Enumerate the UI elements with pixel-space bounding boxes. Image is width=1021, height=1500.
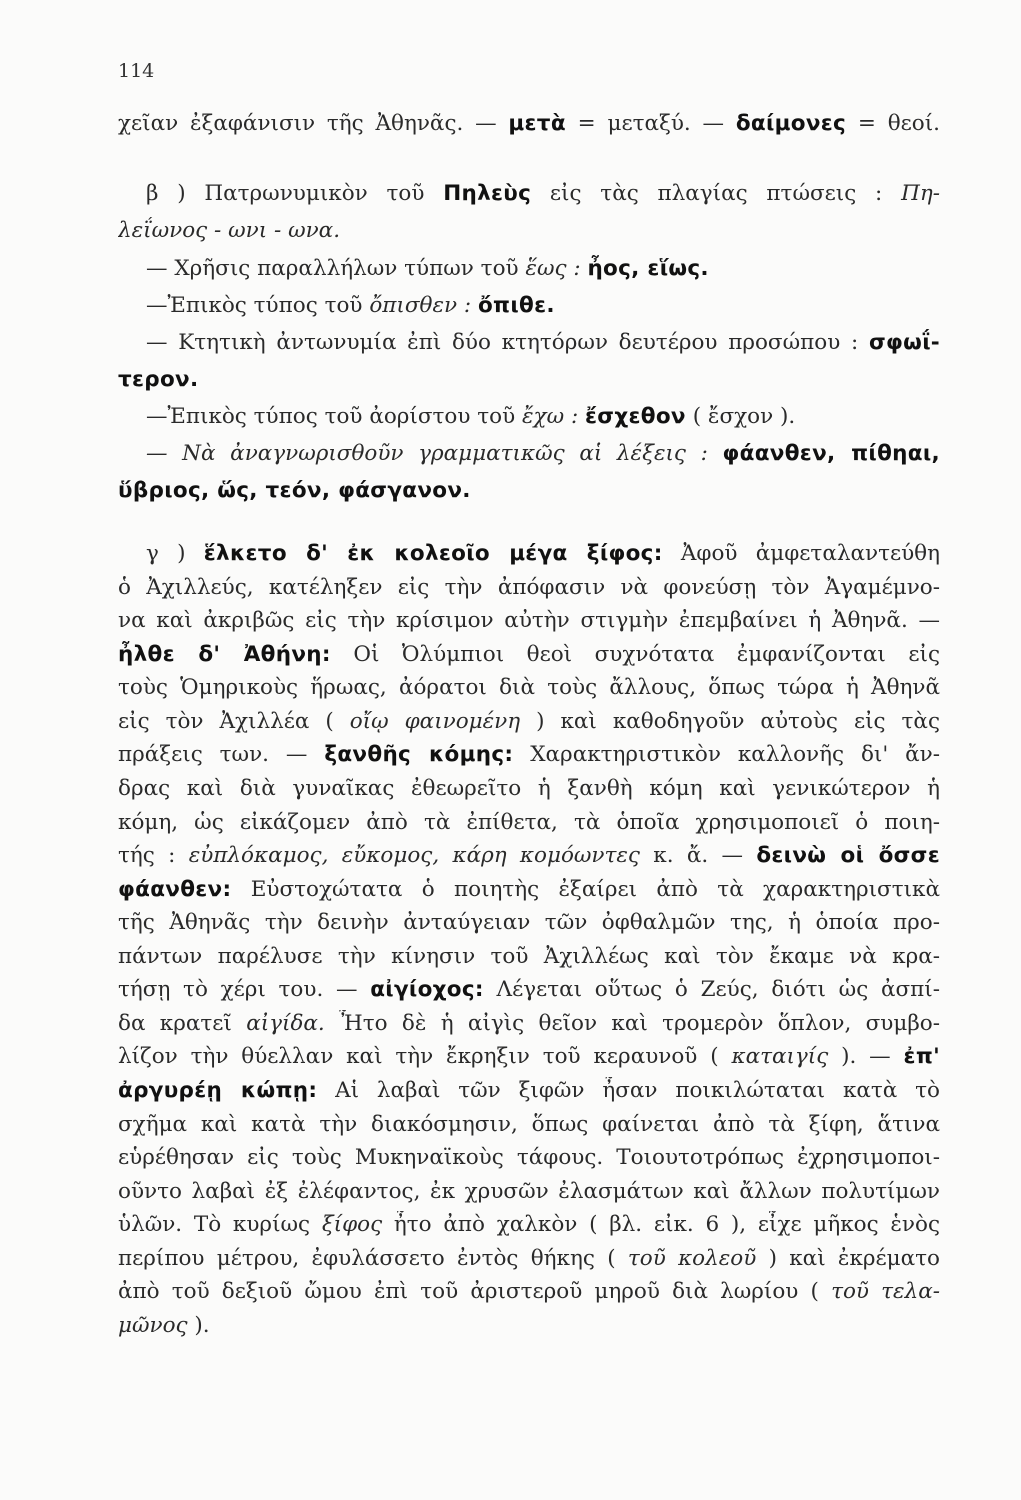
text-line (118, 1245, 940, 1273)
text-run: Λέγεται οὕτως ὁ Ζεύς, διότι ὡς ἀσπί- (483, 977, 940, 1002)
bold-term: σφωΐ- (868, 330, 940, 355)
text-line (118, 1178, 940, 1206)
italic-text: αἰγίδα. (246, 1011, 325, 1036)
bold-term: τερον. (118, 367, 199, 392)
text-run: κ. ἄ. — (639, 843, 757, 868)
bold-term: ἦλθε δ' Ἀθήνη: (118, 642, 331, 667)
bold-term: ἐπ' (903, 1044, 940, 1069)
text-run: = μεταξύ. — (565, 111, 736, 136)
text-line (118, 809, 940, 837)
bold-term: αἰγίοχος: (370, 977, 484, 1002)
italic-text: ἕως : (525, 256, 588, 281)
text-run: γ ) (146, 541, 204, 566)
text-run: — Χρῆσις παραλλήλων τύπων τοῦ (146, 256, 526, 281)
text-line (118, 1043, 940, 1071)
text-run: πράξεις των. — (118, 742, 325, 767)
text-line (118, 1111, 940, 1139)
text-run: να καὶ ἀκριβῶς εἰς τὴν κρίσιμον αὐτὴν στιγμὴν ἐπεμβαίνει ἡ Ἀθηνᾶ. — (118, 608, 940, 633)
italic-text: ἔχω : (522, 404, 586, 429)
text-line (118, 1144, 940, 1172)
text-run: β ) Πατρωνυμικὸν τοῦ (146, 181, 444, 206)
bold-term: ἕλκετο δ' ἐκ κολεοῖο μέγα ξίφος: (203, 541, 663, 566)
text-run: τοὺς Ὁμηρικοὺς ἥρωας, ἀόρατοι διὰ τοὺς ἄλλους, ὅπως τώρα ἡ Ἀθηνᾶ (118, 675, 940, 700)
text-line (118, 1211, 940, 1239)
text-run: —Ἐπικὸς τύπος τοῦ ἀορίστου τοῦ (146, 404, 523, 429)
bold-term: ἀργυρέῃ κώπῃ: (118, 1078, 318, 1103)
text-line (118, 909, 940, 937)
text-run: ἀπὸ τοῦ δεξιοῦ ὤμου ἐπὶ τοῦ ἀριστεροῦ μηροῦ διὰ λωρίου ( (118, 1279, 832, 1304)
text-run: λίζον τὴν θύελλαν καὶ τὴν ἔκρηξιν τοῦ κεραυνοῦ ( (118, 1044, 732, 1069)
bold-term: φάανθεν: (118, 877, 232, 902)
italic-text: εὐπλόκαμος, εὔκομος, κάρη κομόωντες (188, 843, 640, 868)
italic-text: οἴῳ φαινομένη (349, 709, 521, 734)
text-line (118, 217, 940, 245)
italic-text: ξίφος (321, 1212, 383, 1237)
text-run: ( ἔσχον ). (685, 404, 796, 429)
text-run: ). (187, 1313, 210, 1338)
text-run: ) καὶ καθοδηγοῦν αὐτοὺς εἰς τὰς (520, 709, 940, 734)
text-line (118, 440, 940, 468)
italic-text: τοῦ κολεοῦ (627, 1246, 757, 1271)
text-run: ). — (828, 1044, 904, 1069)
page-number: 114 (118, 60, 155, 82)
text-run: = θεοί. (846, 111, 940, 136)
text-run: —Ἐπικὸς τύπος τοῦ (146, 293, 370, 318)
text-line (118, 708, 940, 736)
text-run: σχῆμα καὶ κατὰ τὴν διακόσμησιν, ὅπως φαίνεται ἀπὸ τὰ ξίφη, ἅτινα (118, 1112, 940, 1137)
text-run: — Κτητικὴ ἀντωνυμία ἐπὶ δύο κτητόρων δευτέρου προσώπου : (146, 330, 869, 355)
text-run: ἦτο ἀπὸ χαλκὸν ( βλ. εἰκ. 6 ), εἶχε μῆκος ἑνὸς (382, 1212, 940, 1237)
italic-text: λεΐωνος - ωνι - ωνα. (118, 218, 341, 243)
text-run: δα κρατεῖ (118, 1011, 247, 1036)
text-line (118, 943, 940, 971)
text-line (118, 574, 940, 602)
text-run: εὑρέθησαν εἰς τοὺς Μυκηναϊκοὺς τάφους. Τοιουτοτρόπως ἐχρησιμοποι- (118, 1145, 940, 1170)
text-run: Αἱ λαβαὶ τῶν ξιφῶν ἦσαν ποικιλώταται κατὰ τὸ (317, 1078, 940, 1103)
text-run: οῦντο λαβαὶ ἐξ ἐλέφαντος, ἐκ χρυσῶν ἐλασμάτων καὶ ἄλλων πολυτίμων (118, 1179, 940, 1204)
text-line (118, 1312, 940, 1340)
text-line (118, 255, 940, 283)
text-run: τήσῃ τὸ χέρι του. — (118, 977, 371, 1002)
text-run: ὑλῶν. Τὸ κυρίως (118, 1212, 322, 1237)
text-run: κόμη, ὡς εἰκάζομεν ἀπὸ τὰ ἐπίθετα, τὰ ὁποῖα χρησιμοποιεῖ ὁ ποιη- (118, 810, 940, 835)
italic-text: καταιγίς (731, 1044, 829, 1069)
bold-term: φάανθεν, πίθηαι, (722, 441, 940, 466)
bold-term: ξανθῆς κόμης: (324, 742, 514, 767)
text-run: ὁ Ἀχιλλεύς, κατέληξεν εἰς τὴν ἀπόφασιν νὰ φονεύσῃ τὸν Ἀγαμέμνο- (118, 575, 940, 600)
text-line (118, 180, 940, 208)
text-line (118, 976, 940, 1004)
text-line (118, 741, 940, 769)
text-line (118, 403, 940, 431)
bold-term: ἦος, εἵως. (587, 256, 709, 281)
text-line (118, 1010, 940, 1038)
italic-text: — Νὰ ἀναγνωρισθοῦν γραμματικῶς αἱ λέξεις : (146, 441, 723, 466)
text-line (118, 540, 940, 568)
text-line (118, 292, 940, 320)
text-run: τής : (118, 843, 189, 868)
text-run: Χαρακτηριστικὸν καλλονῆς δι' ἄν- (513, 742, 940, 767)
text-line (118, 366, 940, 394)
text-run: ) καὶ ἐκρέματο (756, 1246, 940, 1271)
text-run: δρας καὶ διὰ γυναῖκας ἐθεωρεῖτο ἡ ξανθὴ κόμη καὶ γενικώτερον ἡ (118, 776, 940, 801)
bold-term: δαίμονες (735, 111, 847, 136)
text-line (118, 1278, 940, 1306)
text-run: εἰς τὰς πλαγίας πτώσεις : (531, 181, 902, 206)
bold-term: ὕβριος, ὥς, τεόν, φάσγανον. (118, 478, 471, 503)
bold-term: Πηλεὺς (443, 181, 532, 206)
text-run: τῆς Ἀθηνᾶς τὴν δεινὴν ἀνταύγειαν τῶν ὀφθαλμῶν της, ἡ ὁποία προ- (118, 910, 940, 935)
text-line (118, 607, 940, 635)
italic-text: τοῦ τελα- (831, 1279, 940, 1304)
italic-text: ὄπισθεν : (369, 293, 478, 318)
text-run: πάντων παρέλυσε τὴν κίνησιν τοῦ Ἀχιλλέως καὶ τὸν ἔκαμε νὰ κρα- (118, 944, 940, 969)
italic-text: Πη- (901, 181, 940, 206)
text-line (118, 477, 940, 505)
bold-term: δεινὼ οἱ ὄσσε (756, 843, 940, 868)
text-run: Οἱ Ὀλύμπιοι θεοὶ συχνότατα ἐμφανίζονται εἰς (330, 642, 940, 667)
bold-term: μετὰ (508, 111, 566, 136)
text-line (118, 674, 940, 702)
text-run: περίπου μέτρου, ἐφυλάσσετο ἐντὸς θήκης ( (118, 1246, 628, 1271)
bold-term: ὄπιθε. (477, 293, 555, 318)
text-line (118, 876, 940, 904)
text-line (118, 1077, 940, 1105)
text-line (118, 641, 940, 669)
bold-term: ἔσχεθον (585, 404, 686, 429)
text-run: Εὐστοχώτατα ὁ ποιητὴς ἐξαίρει ἀπὸ τὰ χαρακτηριστικὰ (231, 877, 940, 902)
text-run: Ἀφοῦ ἀμφεταλαντεύθη (662, 541, 940, 566)
text-line (118, 110, 940, 138)
text-run: εἰς τὸν Ἀχιλλέα ( (118, 709, 350, 734)
italic-text: μῶνος (118, 1313, 188, 1338)
text-line (118, 329, 940, 357)
text-run: χεῖαν ἐξαφάνισιν τῆς Ἀθηνᾶς. — (118, 111, 509, 136)
text-line (118, 842, 940, 870)
text-line (118, 775, 940, 803)
text-run: Ἦτο δὲ ἡ αἰγὶς θεῖον καὶ τρομερὸν ὅπλον, συμβο- (324, 1011, 940, 1036)
